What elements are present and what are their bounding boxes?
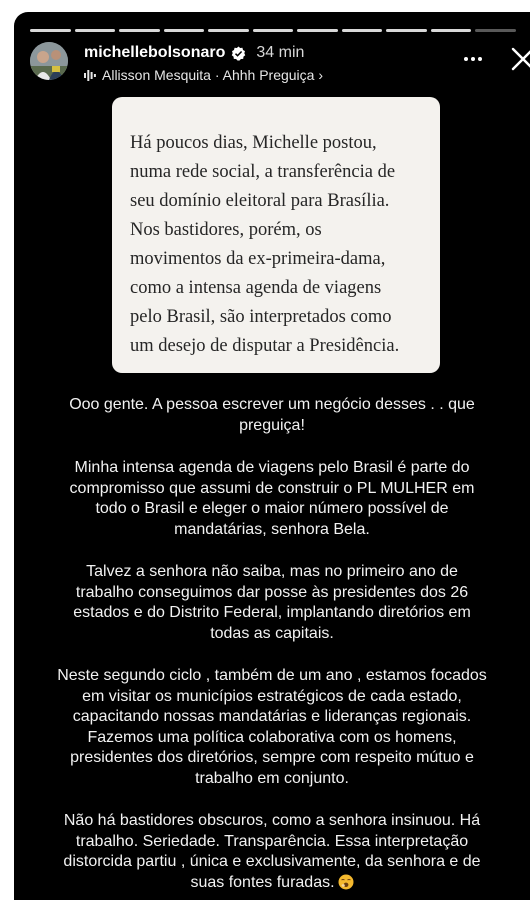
caption-line [14,707,530,728]
progress-segment [342,29,383,32]
caption-line [14,395,530,416]
caption-line [14,520,530,541]
username-text: michellebolsonaro [84,44,226,61]
caption-line-text: trabalho. Seriedade. Transparência. Essa interpretação [75,832,469,850]
progress-segment [475,29,516,32]
quote-line: seu domínio eleitoral para Brasília. [130,191,390,211]
caption-line-text: Ooo gente. A pessoa escrever um negócio desses . . que [69,396,475,413]
story-header [30,42,516,88]
avatar[interactable] [30,42,68,80]
caption-line [14,499,530,520]
progress-segment [253,29,294,32]
more-dot [464,57,468,61]
quote-line: Nos bastidores, porém, os [130,220,322,240]
caption-line-text: estados e do Distrito Federal, implantando diretórios em [73,604,471,621]
caption-line [14,769,530,790]
caption-line-text: todo o Brasil e eleger o maior número possível de [95,500,449,517]
quote-line: um desejo de disputar a Presidência. [130,336,400,356]
story-username[interactable] [84,44,304,62]
caption-line-text: Minha intensa agenda de viagens pelo Brasil é parte do [74,459,470,476]
caption-line-text: em visitar os municípios estratégicos de cada estado, [82,687,462,705]
caption-line [14,832,530,853]
progress-segment [164,29,205,32]
caption-line [14,416,530,437]
caption-line-text: Fazemos uma política colaborativa com os homens, [87,728,457,746]
caption-line [14,666,530,687]
caption-paragraph [14,811,530,893]
caption-line [14,583,530,604]
caption-line [14,811,530,832]
caption-line [14,562,530,583]
progress-segment [431,29,472,32]
story-time: 34 min [256,44,305,61]
caption-line [14,603,530,624]
caption-line [14,624,530,645]
caption-line-text: trabalho conseguimos dar posse às presidentes dos 26 [75,583,469,601]
caption-line [14,728,530,749]
caption-line [14,852,530,873]
progress-segment [208,29,249,32]
caption-line-text: Não há bastidores obscuros, como a senhora insinuou. Há [63,812,481,829]
quote-line: como a intensa agenda de viagens [130,278,382,298]
story-caption [14,395,530,900]
caption-paragraph [14,666,530,789]
caption-line-text: capacitando nossas mandatárias e lideranças regionais. [72,708,472,725]
more-dot [478,57,482,61]
quote-line: numa rede social, a transferência de [130,162,396,182]
caption-line-text: presidentes dos diretórios, sempre com respeito mútuo e [70,749,474,766]
caption-line [14,748,530,769]
progress-segment [297,29,338,32]
caption-line [14,687,530,708]
more-options-button[interactable] [458,44,488,74]
story-progress-bar [30,29,516,32]
audio-bars-icon [84,70,96,81]
caption-line-text: preguiça! [239,416,305,434]
caption-line [14,458,530,479]
more-dot [471,57,475,61]
caption-line-text: mandatárias, senhora Bela. [174,520,370,538]
music-sticker[interactable] [84,67,323,83]
progress-segment [386,29,427,32]
caption-line-text: Neste segundo ciclo , também de um ano , estamos focados [57,667,487,684]
caption-line [14,873,530,894]
yawning-face-emoji-icon [338,874,354,890]
caption-line-text: suas fontes furadas. [190,873,335,891]
music-label: Allisson Mesquita · Ahhh Preguiça › [102,67,323,83]
progress-segment [75,29,116,32]
caption-line-text: Talvez a senhora não saiba, mas no primeiro ano de [86,563,458,580]
quoted-article-card [112,97,440,373]
caption-paragraph [14,562,530,644]
caption-line-text: trabalho em conjunto. [195,769,349,787]
caption-paragraph [14,458,530,540]
quote-line: pelo Brasil, são interpretados como [130,307,392,327]
story-viewer [14,12,530,900]
caption-paragraph [14,395,530,436]
caption-line [14,479,530,500]
quote-line: movimentos da ex-primeira-dama, [130,249,386,269]
caption-line-text: todas as capitais. [210,624,334,642]
verified-badge-icon [231,46,246,61]
quote-line: Há poucos dias, Michelle postou, [130,133,377,153]
progress-segment [30,29,71,32]
progress-segment [119,29,160,32]
avatar-photo-icon [30,42,68,80]
close-icon[interactable] [508,44,530,74]
caption-line-text: compromisso que assumi de construir o PL MULHER em [69,479,475,497]
caption-line-text: distorcida partiu , única e exclusivamente, da senhora e de [63,853,481,870]
